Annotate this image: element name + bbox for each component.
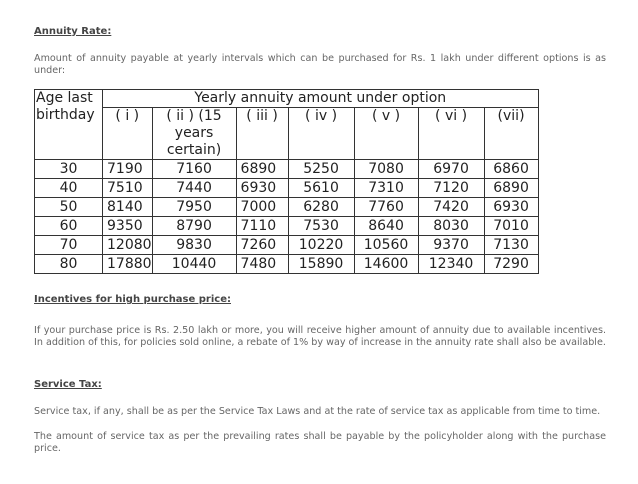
- option-header: ( ii ) (15 years certain): [152, 108, 236, 160]
- annuity-cell: 7080: [354, 160, 418, 179]
- annuity-cell: 8140: [103, 198, 153, 217]
- annuity-cell: 7420: [418, 198, 484, 217]
- annuity-cell: 6890: [484, 179, 538, 198]
- annuity-cell: 7290: [484, 255, 538, 274]
- annuity-cell: 7440: [152, 179, 236, 198]
- annuity-cell: 7530: [288, 217, 354, 236]
- service-tax-text: Service tax, if any, shall be as per the Service Tax Laws and at the rate of service tax as applicable from time to time.: [34, 406, 601, 417]
- option-header: ( iii ): [236, 108, 288, 160]
- service-tax-heading: Service Tax:: [34, 379, 102, 390]
- annuity-cell: 9350: [103, 217, 153, 236]
- table-row: [35, 217, 539, 236]
- table-row: [35, 255, 539, 274]
- annuity-cell: 17880: [103, 255, 153, 274]
- annuity-cell: 7510: [103, 179, 153, 198]
- annuity-cell: 7000: [236, 198, 288, 217]
- annuity-cell: 15890: [288, 255, 354, 274]
- annuity-cell: 7480: [236, 255, 288, 274]
- annuity-rate-table: [34, 89, 539, 274]
- option-header: ( v ): [354, 108, 418, 160]
- annuity-cell: 12080: [103, 236, 153, 255]
- annuity-rate-intro: Amount of annuity payable at yearly intervals which can be purchased for Rs. 1 lakh under different options is as under:: [34, 53, 606, 76]
- annuity-cell: 5250: [288, 160, 354, 179]
- age-cell: 60: [35, 217, 103, 236]
- incentives-text: If your purchase price is Rs. 2.50 lakh or more, you will receive higher amount of annuity due to available incentives. In addition of this, for policies sold online, a rebate of 1% by way of increase in the annuity rate shall also be available.: [34, 325, 606, 348]
- annuity-cell: 6890: [236, 160, 288, 179]
- age-cell: 30: [35, 160, 103, 179]
- annuity-cell: 6970: [418, 160, 484, 179]
- annuity-rate-heading: Annuity Rate:: [34, 26, 112, 37]
- incentives-heading: Incentives for high purchase price:: [34, 294, 231, 305]
- age-cell: 70: [35, 236, 103, 255]
- annuity-cell: 7130: [484, 236, 538, 255]
- annuity-cell: 10220: [288, 236, 354, 255]
- annuity-cell: 8790: [152, 217, 236, 236]
- annuity-cell: 7010: [484, 217, 538, 236]
- annuity-cell: 7260: [236, 236, 288, 255]
- annuity-cell: 14600: [354, 255, 418, 274]
- option-header: ( i ): [103, 108, 153, 160]
- annuity-cell: 6280: [288, 198, 354, 217]
- annuity-cell: 8640: [354, 217, 418, 236]
- annuity-cell: 6860: [484, 160, 538, 179]
- table-row: [35, 160, 539, 179]
- option-header: (vii): [484, 108, 538, 160]
- annuity-cell: 7110: [236, 217, 288, 236]
- service-tax-text: The amount of service tax as per the prevailing rates shall be payable by the policyholder along with the purchase price.: [34, 431, 606, 454]
- annuity-cell: 7950: [152, 198, 236, 217]
- annuity-cell: 7760: [354, 198, 418, 217]
- annuity-cell: 7120: [418, 179, 484, 198]
- option-header: ( vi ): [418, 108, 484, 160]
- annuity-cell: 9370: [418, 236, 484, 255]
- table-row: [35, 236, 539, 255]
- annuity-cell: 5610: [288, 179, 354, 198]
- age-cell: 50: [35, 198, 103, 217]
- annuity-cell: 9830: [152, 236, 236, 255]
- annuity-cell: 7310: [354, 179, 418, 198]
- option-header: ( iv ): [288, 108, 354, 160]
- annuity-cell: 7190: [103, 160, 153, 179]
- age-column-header: Age last birthday: [35, 90, 103, 160]
- annuity-cell: 10560: [354, 236, 418, 255]
- table-row: [35, 198, 539, 217]
- age-cell: 40: [35, 179, 103, 198]
- age-cell: 80: [35, 255, 103, 274]
- annuity-cell: 8030: [418, 217, 484, 236]
- annuity-cell: 7160: [152, 160, 236, 179]
- table-row: [35, 179, 539, 198]
- annuity-cell: 6930: [484, 198, 538, 217]
- annuity-cell: 12340: [418, 255, 484, 274]
- annuity-cell: 6930: [236, 179, 288, 198]
- annuity-amount-header: Yearly annuity amount under option: [103, 90, 539, 108]
- annuity-cell: 10440: [152, 255, 236, 274]
